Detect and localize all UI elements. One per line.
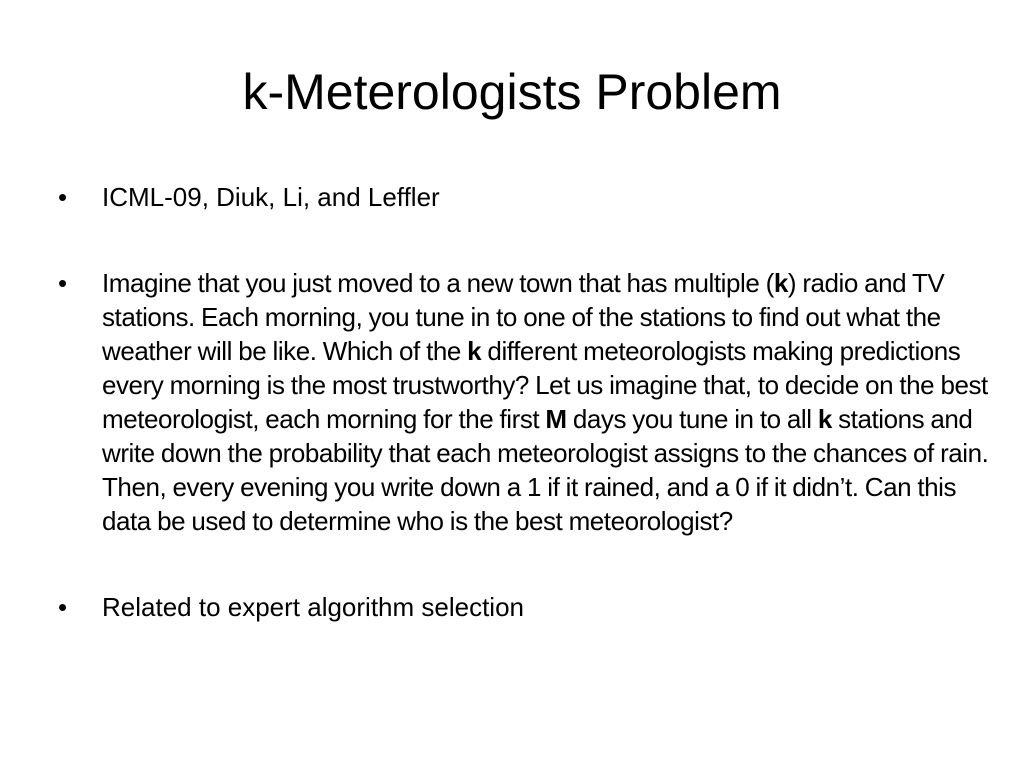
- text-segment: days you tune in to all: [566, 404, 818, 434]
- bullet-text: ICML-09, Diuk, Li, and Leffler: [102, 182, 440, 212]
- text-segment: ) radio and TV stations. Each morning, you tune in to one of the stations to find out what the weather will be like. Which of the: [102, 268, 945, 366]
- emphasis-k: k: [773, 268, 788, 298]
- text-segment: stations and write down the probability that each meteorologist assigns to the chances of rain. Then, every evening you write down a 1 if it rained, and a 0 if it didn’t. Can this data be used to determine who is the best meteorologist?: [102, 404, 989, 536]
- emphasis-k: k: [817, 404, 832, 434]
- bullet-dot-icon: •: [58, 182, 68, 212]
- bullet-list: [58, 180, 989, 624]
- bullet-item-related: [58, 590, 978, 624]
- text-segment: Imagine that you just moved to a new town that has multiple (: [102, 268, 774, 298]
- emphasis-m: M: [545, 404, 567, 434]
- text-segment: different meteorologists making predictions every morning is the most trustworthy? Let us imagine that, to decide on the best meteorologist, each morning for the first: [102, 336, 988, 434]
- bullet-item-problem-description: [58, 266, 989, 538]
- bullet-dot-icon: •: [58, 592, 68, 622]
- bullet-dot-icon: •: [58, 268, 68, 298]
- bullet-text: Related to expert algorithm selection: [102, 592, 525, 622]
- emphasis-k: k: [467, 336, 482, 366]
- slide-title: k-Meterologists Problem: [242, 64, 782, 120]
- bullet-item-citation: [58, 180, 978, 214]
- bullet-text: [102, 266, 1002, 538]
